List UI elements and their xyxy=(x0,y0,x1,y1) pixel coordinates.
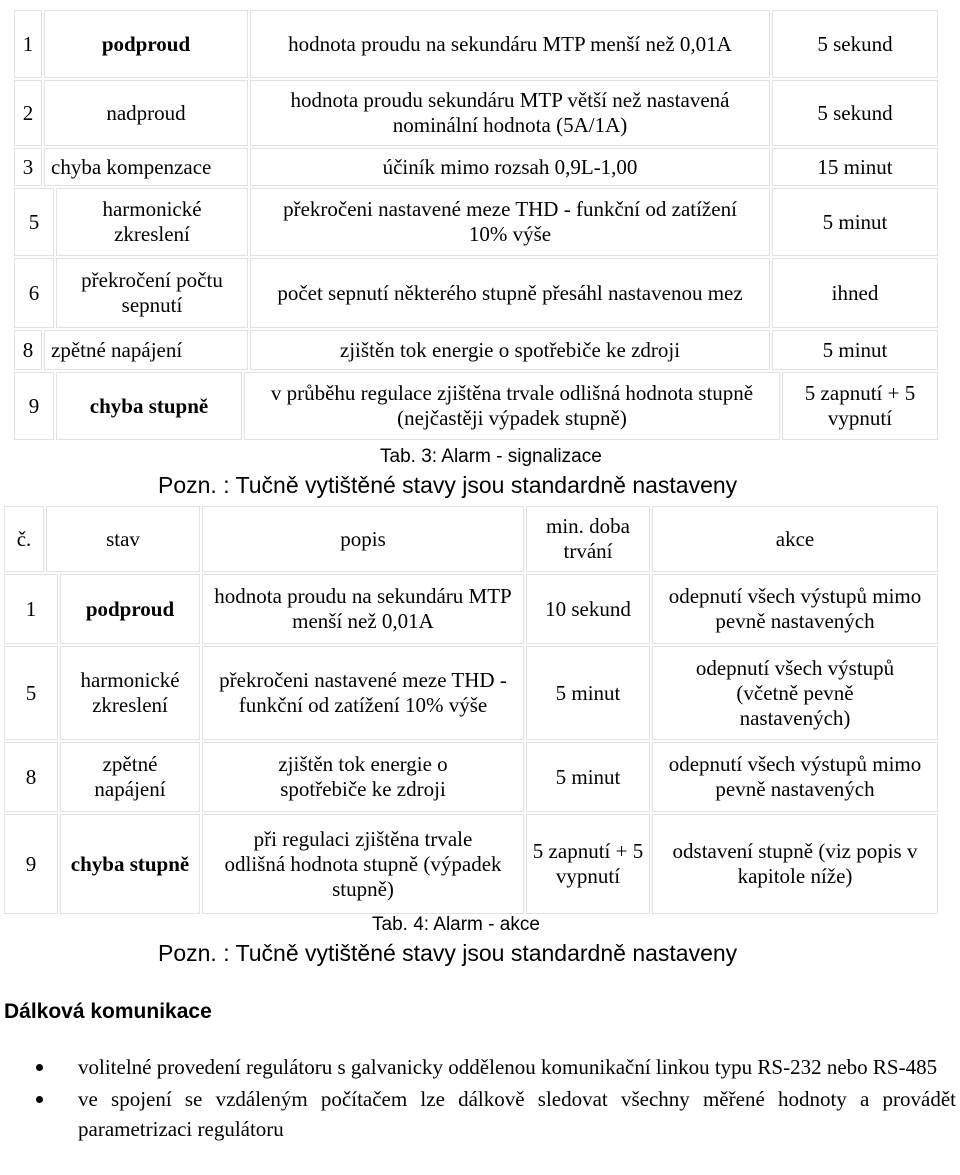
cell-text: překročení počtu sepnutí xyxy=(81,268,223,317)
list-item xyxy=(36,1084,956,1144)
description-cell xyxy=(250,188,770,256)
table-row-num xyxy=(14,10,42,78)
cell-text: min. doba trvání xyxy=(546,514,630,563)
state-cell xyxy=(60,646,200,740)
description-cell xyxy=(250,10,770,78)
header-state xyxy=(46,506,200,572)
table-caption: Tab. 3: Alarm - signalizace xyxy=(380,446,602,467)
cell-text: 1 xyxy=(22,31,34,56)
cell-text: popis xyxy=(340,526,386,551)
cell-text: harmonické zkreslení xyxy=(102,197,202,246)
cell-text: podproud xyxy=(101,31,191,56)
description-cell xyxy=(250,258,770,328)
header-description xyxy=(202,506,524,572)
duration-cell xyxy=(526,742,650,812)
cell-text: hodnota proudu sekundáru MTP větší než nastavená nominální hodnota (5A/1A) xyxy=(290,88,730,137)
bullet-icon xyxy=(36,1096,43,1103)
table-caption: Tab. 4: Alarm - akce xyxy=(372,914,540,935)
cell-text: akce xyxy=(775,526,815,551)
cell-text: 15 minut xyxy=(817,154,893,179)
cell-text: chyba kompenzace xyxy=(51,154,212,179)
cell-text: překročeni nastavené meze THD - funkční od zatížení 10% výše xyxy=(283,197,737,246)
state-cell xyxy=(44,80,248,146)
cell-text: chyba stupně xyxy=(70,851,190,876)
table-row-num xyxy=(4,742,58,812)
table-row-num xyxy=(4,574,58,644)
cell-text: účiník mimo rozsah 0,9L-1,00 xyxy=(382,154,638,179)
duration-cell xyxy=(772,10,938,78)
table-row-num xyxy=(14,330,42,370)
cell-text: 3 xyxy=(22,154,34,179)
table-row-num xyxy=(4,814,58,914)
description-cell xyxy=(250,80,770,146)
action-cell xyxy=(652,742,938,812)
cell-text: 8 xyxy=(22,337,34,362)
cell-text: 9 xyxy=(25,851,37,876)
description-cell xyxy=(244,372,780,440)
cell-text: 5 xyxy=(25,680,37,705)
duration-cell xyxy=(772,258,938,328)
table-row-num xyxy=(14,188,54,256)
cell-text: 6 xyxy=(28,280,40,305)
state-cell xyxy=(56,188,248,256)
cell-text: harmonické zkreslení xyxy=(80,668,180,717)
list-item-text: ve spojení se vzdáleným počítačem lze dálkově sledovat všechny měřené hodnoty a provádět parametrizaci regulátoru xyxy=(78,1087,956,1141)
state-cell xyxy=(56,372,242,440)
table-row-num xyxy=(14,148,42,186)
cell-text: č. xyxy=(16,526,32,551)
cell-text: při regulaci zjištěna trvale odlišná hodnota stupně (výpadek stupně) xyxy=(224,826,502,901)
cell-text: 2 xyxy=(22,100,34,125)
cell-text: odstavení stupně (viz popis v kapitole níže) xyxy=(672,839,918,888)
duration-cell xyxy=(772,188,938,256)
description-cell xyxy=(250,148,770,186)
cell-text: zjištěn tok energie o spotřebiče ke zdroji xyxy=(278,752,448,801)
state-cell xyxy=(56,258,248,328)
bullet-icon xyxy=(36,1064,43,1071)
cell-text: nadproud xyxy=(106,100,186,125)
state-cell xyxy=(60,742,200,812)
list-item-text: volitelné provedení regulátoru s galvanicky oddělenou komunikační linkou typu RS-232 nebo RS-485 xyxy=(78,1055,938,1079)
cell-text: odepnutí všech výstupů mimo pevně nastavených xyxy=(668,752,922,801)
cell-text: 5 zapnutí + 5 vypnutí xyxy=(804,381,916,430)
table-row-num xyxy=(14,80,42,146)
bullet-list xyxy=(36,1052,956,1144)
table-row-num xyxy=(4,646,58,740)
cell-text: zpětné napájení xyxy=(94,752,166,801)
state-cell xyxy=(44,148,248,186)
cell-text: 5 zapnutí + 5 vypnutí xyxy=(532,839,644,888)
description-cell xyxy=(202,574,524,644)
cell-text: překročeni nastavené meze THD - funkční od zatížení 10% výše xyxy=(219,668,507,717)
table-row-num xyxy=(14,372,54,440)
header-action xyxy=(652,506,938,572)
cell-text: 5 minut xyxy=(555,764,621,789)
duration-cell xyxy=(772,330,938,370)
cell-text: 8 xyxy=(25,764,37,789)
state-cell xyxy=(60,574,200,644)
cell-text: hodnota proudu na sekundáru MTP menší než 0,01A xyxy=(214,584,512,633)
cell-text: 9 xyxy=(28,393,40,418)
cell-text: zpětné napájení xyxy=(51,337,183,362)
duration-cell xyxy=(772,148,938,186)
duration-cell xyxy=(526,574,650,644)
duration-cell xyxy=(772,80,938,146)
table-note: Pozn. : Tučně vytištěné stavy jsou standardně nastaveny xyxy=(158,940,738,966)
table-note: Pozn. : Tučně vytištěné stavy jsou standardně nastaveny xyxy=(158,472,738,498)
duration-cell xyxy=(526,814,650,914)
action-cell xyxy=(652,814,938,914)
header-duration xyxy=(526,506,650,572)
section-heading: Dálková komunikace xyxy=(4,1000,212,1023)
cell-text: hodnota proudu na sekundáru MTP menší než 0,01A xyxy=(288,31,732,56)
cell-text: 5 sekund xyxy=(817,31,893,56)
cell-text: zjištěn tok energie o spotřebiče ke zdroji xyxy=(339,337,681,362)
cell-text: počet sepnutí některého stupně přesáhl nastavenou mez xyxy=(277,280,743,305)
cell-text: stav xyxy=(106,526,140,551)
description-cell xyxy=(202,814,524,914)
table-row-num xyxy=(14,258,54,328)
cell-text: 5 minut xyxy=(555,680,621,705)
cell-text: podproud xyxy=(85,596,175,621)
cell-text: 10 sekund xyxy=(545,596,631,621)
cell-text: odepnutí všech výstupů mimo pevně nastavených xyxy=(668,584,922,633)
cell-text: odepnutí všech výstupů (včetně pevně nastavených) xyxy=(695,655,895,730)
cell-text: 1 xyxy=(25,596,37,621)
cell-text: 5 sekund xyxy=(817,100,893,125)
duration-cell xyxy=(782,372,938,440)
cell-text: 5 minut xyxy=(822,209,888,234)
action-cell xyxy=(652,646,938,740)
cell-text: 5 xyxy=(28,209,40,234)
state-cell xyxy=(60,814,200,914)
cell-text: ihned xyxy=(831,280,879,305)
cell-text: chyba stupně xyxy=(89,393,209,418)
description-cell xyxy=(250,330,770,370)
state-cell xyxy=(44,330,248,370)
list-item xyxy=(36,1052,956,1082)
state-cell xyxy=(44,10,248,78)
description-cell xyxy=(202,742,524,812)
action-cell xyxy=(652,574,938,644)
header-num xyxy=(4,506,44,572)
description-cell xyxy=(202,646,524,740)
cell-text: 5 minut xyxy=(822,337,888,362)
cell-text: v průběhu regulace zjištěna trvale odlišná hodnota stupně (nejčastěji výpadek stupně) xyxy=(270,381,754,430)
duration-cell xyxy=(526,646,650,740)
